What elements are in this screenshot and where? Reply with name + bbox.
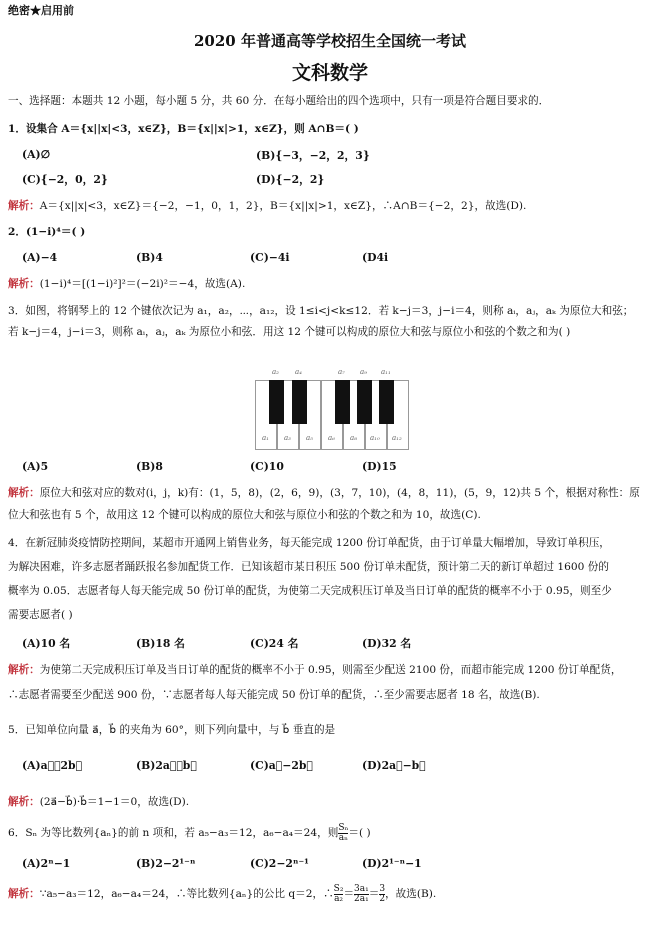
q6-option-a: (A)2ⁿ−1 [22,857,71,870]
q1-solution [8,199,652,213]
q4-stem-line1: 4．在新冠肺炎疫情防控期间，某超市开通网上销售业务，每天能完成 1200 份订单配货，由于订单量大幅增加，导致订单积压， [8,537,610,549]
q4-solution-text: 为使第二天完成积压订单及当日订单的配货的概率不小于 0.95，则需至少配送 2100 份，而超市能完成 1200 份订单配货， [39,664,622,676]
q6-stem [8,823,652,843]
q5-option-a: (A)a⃗＋2b⃗ [22,759,83,772]
q4-stem-line2: 为解决困难，许多志愿者踊跃报名参加配货工作．已知该超市某日积压 500 份订单未配货，预计第二天的新订单超过 1600 份的 [8,561,609,573]
q5-solution [8,795,652,809]
q3-solution-text: 原位大和弦对应的数对(i，j，k)有：(1，5，8)，(2，6，9)，(3，7，10)，(4，8，11)，(5，9，12)共 5 个，根据对称性：原 [39,487,640,499]
black-key [357,380,372,424]
black-key [292,380,307,424]
q4-option-d: (D)32 名 [362,637,412,650]
q2-solution-text: (1−i)⁴＝[(1−i)²]²＝(−2i)²＝−4，故选(A). [39,278,246,290]
q6-solution-text: ∵a₅−a₃＝12，a₆−a₄＝24，∴等比数列{aₙ}的公比 q＝2，∴ [39,888,334,900]
white-key-label: a₅ [306,434,313,442]
q5-solution-text: (2a⃗−b⃗)·b⃗＝1−1＝0，故选(D). [39,796,190,808]
q6-solution-tail: ，故选(B). [385,888,437,900]
q2-option-b: (B)4 [136,251,163,264]
q6-solution-fraction-2 [354,885,369,904]
q4-option-c: (C)24 名 [250,637,299,650]
solution-label: 解析： [8,664,40,676]
q3-option-b: (B)8 [136,460,163,473]
q3-stem-line1: 3．如图，将钢琴上的 12 个键依次记为 a₁，a₂，⋯，a₁₂，设 1≤i<j<k≤12．若 k−j＝3，j−i＝4，则称 aᵢ，aⱼ，aₖ 为原位大和弦； [8,305,634,317]
q1-solution-text: A＝{x||x|<3，x∈Z}＝{−2，−1，0，1，2}，B＝{x||x|>1，x∈Z}，∴A∩B＝{−2，2}，故选(D). [39,200,527,212]
fraction-numerator: 3a₁ [354,883,369,894]
white-key-label: a₁₀ [370,434,380,442]
q4-option-b: (B)18 名 [136,637,185,650]
secret-label: 绝密★启用前 [8,4,74,17]
fraction-denominator: aₙ [338,832,348,843]
q1-stem: 1．设集合 A＝{x||x|<3，x∈Z}，B＝{x||x|>1，x∈Z}，则 A∩B＝( ) [8,123,359,135]
q3-option-a: (A)5 [22,460,49,473]
q1-option-d: (D){−2，2} [256,173,325,186]
white-key-label: a₃ [284,434,291,442]
q6-solution-fraction-1 [334,885,344,904]
q3-solution-line1 [8,486,652,500]
q2-solution [8,277,652,291]
q2-option-d: (D4i [362,251,389,264]
q3-option-c: (C)10 [250,460,284,473]
q2-option-a: (A)−4 [22,251,58,264]
piano-figure [255,368,411,450]
q4-stem-line3: 概率为 0.05．志愿者每人每天能完成 50 份订单的配货，为使第二天完成积压订单及当日订单的配货的概率不小于 0.95，则至少 [8,585,612,597]
fraction-numerator: 3 [379,883,386,894]
fraction-denominator: a₂ [334,893,344,904]
fraction-denominator: 2a₁ [354,893,369,904]
section-intro: 一、选择题：本题共 12 小题，每小题 5 分，共 60 分．在每小题给出的四个选项中，只有一项是符合题目要求的． [8,95,550,107]
q4-option-a: (A)10 名 [22,637,71,650]
solution-label: 解析： [8,200,40,212]
white-key-label: a₈ [350,434,357,442]
q3-option-d: (D)15 [362,460,397,473]
solution-label: 解析： [8,278,40,290]
fraction-numerator: Sₙ [338,822,349,833]
q1-option-a: (A)∅ [22,148,50,161]
q1-option-c: (C){−2，0，2} [22,173,108,186]
q3-solution-line2: 位大和弦也有 5 个，故用这 12 个键可以构成的原位大和弦与原位小和弦的个数之和为 10，故选(C). [8,509,481,521]
equals-sign: ＝ [343,888,355,900]
black-key-label: a₂ [272,368,279,376]
q6-stem-tail: ＝( ) [348,827,371,839]
black-key [335,380,350,424]
q5-option-c: (C)a⃗−2b⃗ [250,759,313,772]
solution-label: 解析： [8,796,40,808]
q6-option-d: (D)2¹⁻ⁿ−1 [362,857,422,870]
fraction-denominator: 2 [379,893,386,904]
exam-title: 2020 年普通高等学校招生全国统一考试 [194,32,466,50]
q6-stem-text: 6．Sₙ 为等比数列{aₙ}的前 n 项和，若 a₅−a₃＝12，a₆−a₄＝24，则 [8,827,339,839]
q2-option-c: (C)−4i [250,251,290,264]
q5-stem: 5．已知单位向量 a⃗，b⃗ 的夹角为 60°，则下列向量中，与 b⃗ 垂直的是 [8,724,336,736]
q6-option-c: (C)2−2ⁿ⁻¹ [250,857,309,870]
q6-stem-fraction [338,824,348,843]
q2-stem: 2．(1−i)⁴＝( ) [8,226,86,238]
black-key-label: a₄ [295,368,302,376]
black-key-label: a₇ [338,368,345,376]
solution-label: 解析： [8,888,40,900]
white-key-label: a₆ [328,434,335,442]
black-key-label: a₉ [360,368,367,376]
equals-sign: ＝ [368,888,380,900]
q6-solution [8,883,652,905]
q4-solution-line1 [8,663,652,677]
q4-solution-line2: ∴志愿者需要至少配送 900 份，∵志愿者每人每天能完成 50 份订单的配货，∴至少需要志愿者 18 名，故选(B). [8,689,540,701]
black-key [269,380,284,424]
q4-stem-line4: 需要志愿者( ) [8,609,73,621]
fraction-numerator: S₂ [333,883,344,894]
q6-option-b: (B)2−2¹⁻ⁿ [136,857,196,870]
q3-stem-line2: 若 k−j＝4，j−i＝3，则称 aᵢ，aⱼ，aₖ 为原位小和弦．用这 12 个键可以构成的原位大和弦与原位小和弦的个数之和为( ) [8,326,571,338]
q1-option-b: (B){−3，−2，2，3} [256,149,370,162]
white-key-label: a₁₂ [392,434,402,442]
subject-title: 文科数学 [291,62,368,84]
q5-option-b: (B)2a⃗＋b⃗ [136,759,197,772]
solution-label: 解析： [8,487,40,499]
white-key-label: a₁ [262,434,269,442]
q5-option-d: (D)2a⃗−b⃗ [362,759,426,772]
black-key-label: a₁₁ [381,368,391,376]
black-key [379,380,394,424]
